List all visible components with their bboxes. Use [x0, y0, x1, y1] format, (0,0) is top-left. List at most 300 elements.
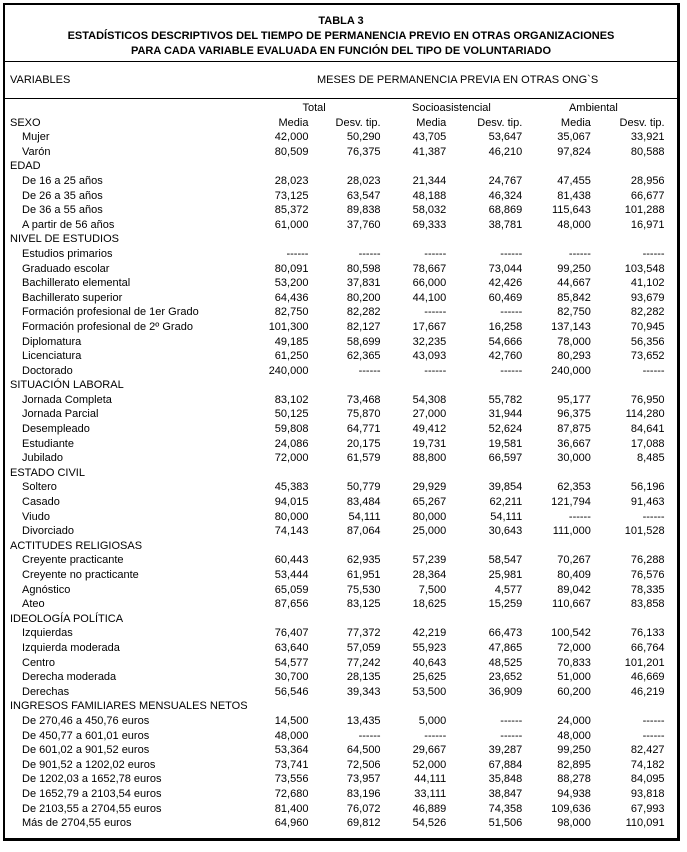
cell-value: 89,838	[346, 204, 381, 217]
cell-value: 69,812	[346, 817, 381, 830]
cell-value: 98,000	[557, 817, 591, 830]
cell-value: ------	[568, 510, 591, 523]
cell-value: 50,290	[346, 131, 381, 144]
cell-value: 99,250	[557, 262, 591, 275]
cell-value: 53,647	[488, 131, 523, 144]
cell-value: ------	[642, 364, 665, 377]
cell-value: 62,935	[346, 554, 381, 567]
row-label: A partir de 56 años	[22, 218, 115, 231]
cell-value: 76,133	[630, 627, 665, 640]
cell-value: 39,287	[488, 744, 523, 757]
table-row	[5, 787, 677, 802]
cell-value: 80,598	[346, 262, 381, 275]
cell-value: 53,200	[274, 277, 309, 290]
cell-value: 40,643	[412, 656, 447, 669]
cell-value: 54,666	[488, 335, 523, 348]
cell-value: 88,278	[557, 773, 591, 786]
table-row	[5, 772, 677, 787]
cell-value: 18,625	[412, 598, 447, 611]
cell-value: ------	[424, 306, 447, 319]
row-label: De 450,77 a 601,01 euros	[22, 729, 150, 742]
measure-label: MESES DE PERMANENCIA PREVIA EN OTRAS ONG`S	[317, 74, 599, 86]
cell-value: 68,869	[488, 204, 523, 217]
table-row	[5, 276, 677, 291]
cell-value: 83,858	[630, 598, 665, 611]
table-row	[5, 189, 677, 204]
table-row	[5, 743, 677, 758]
table-row	[5, 597, 677, 612]
section-name: IDEOLOGÍA POLÍTICA	[10, 612, 124, 625]
cell-value: 72,000	[274, 452, 309, 465]
cell-value: 58,032	[412, 204, 447, 217]
section-row	[5, 612, 677, 627]
table-row	[5, 685, 677, 700]
cell-value: 80,000	[274, 510, 309, 523]
cell-value: 48,000	[557, 218, 591, 231]
cell-value: 83,102	[274, 393, 309, 406]
cell-value: 49,185	[274, 335, 309, 348]
cell-value: 61,000	[274, 218, 309, 231]
cell-value: 47,455	[557, 174, 591, 187]
cell-value: 64,436	[274, 291, 309, 304]
row-label: Formación profesional de 1er Grado	[22, 306, 199, 319]
cell-value: 38,847	[488, 787, 523, 800]
row-label: Graduado escolar	[22, 262, 110, 275]
cell-value: 95,177	[557, 393, 591, 406]
row-label: Ateo	[22, 598, 45, 611]
section-name: ESTADO CIVIL	[10, 466, 85, 479]
cell-value: 31,944	[488, 408, 523, 421]
cell-value: 48,188	[412, 189, 447, 202]
table-row	[5, 714, 677, 729]
cell-value: ------	[358, 364, 381, 377]
cell-value: 38,781	[488, 218, 523, 231]
row-label: Derechas	[22, 685, 70, 698]
table-row	[5, 656, 677, 671]
cell-value: 46,889	[412, 802, 447, 815]
cell-value: 74,182	[630, 758, 665, 771]
cell-value: 76,950	[630, 393, 665, 406]
cell-value: 76,072	[346, 802, 381, 815]
cell-value: 24,000	[557, 714, 591, 727]
table-title	[5, 5, 677, 61]
cell-value: 48,000	[557, 729, 591, 742]
cell-value: 51,506	[488, 817, 523, 830]
row-label: Diplomatura	[22, 335, 82, 348]
statistics-table	[5, 99, 677, 831]
cell-value: 64,500	[346, 744, 381, 757]
cell-value: 114,280	[625, 408, 665, 421]
table-row	[5, 174, 677, 189]
cell-value: 80,091	[274, 262, 309, 275]
cell-value: 46,324	[488, 189, 523, 202]
cell-value: 240,000	[268, 364, 309, 377]
row-label: Bachillerato elemental	[22, 277, 131, 290]
table-row	[5, 262, 677, 277]
table-row	[5, 305, 677, 320]
row-label: De 270,46 a 450,76 euros	[22, 714, 150, 727]
section-name: NIVEL DE ESTUDIOS	[10, 233, 120, 246]
cell-value: ------	[642, 729, 665, 742]
cell-value: 25,981	[488, 569, 523, 581]
cell-value: 33,921	[630, 131, 665, 144]
section-row	[5, 466, 677, 481]
cell-value: 50,779	[346, 481, 381, 494]
table-number: TABLA 3	[318, 15, 364, 27]
cell-value: 103,548	[624, 262, 665, 275]
cell-value: 97,824	[557, 145, 591, 158]
row-label: Divorciado	[22, 525, 74, 538]
cell-value: 73,957	[346, 773, 381, 786]
cell-value: 28,956	[630, 174, 665, 187]
cell-value: 62,365	[346, 350, 381, 363]
cell-value: 63,547	[346, 189, 381, 202]
cell-value: 48,525	[488, 656, 523, 669]
cell-value: 23,652	[488, 671, 523, 684]
stat-label: Media	[416, 116, 447, 129]
cell-value: 36,909	[488, 685, 523, 698]
section-row	[5, 378, 677, 393]
cell-value: 88,800	[412, 452, 447, 465]
cell-value: 84,095	[630, 773, 665, 786]
table-row	[5, 583, 677, 598]
group-total: Total	[302, 102, 326, 114]
cell-value: 76,288	[630, 554, 665, 567]
cell-value: 61,951	[346, 569, 381, 581]
cell-value: 27,000	[412, 408, 447, 421]
cell-value: ------	[642, 247, 665, 260]
table-row	[5, 320, 677, 335]
group-ambiental: Ambiental	[568, 102, 618, 114]
row-label: Creyente no practicante	[22, 569, 139, 581]
cell-value: 67,993	[630, 802, 665, 815]
table-row	[5, 335, 677, 350]
cell-value: 75,870	[346, 408, 381, 421]
cell-value: 83,125	[346, 598, 381, 611]
table-row	[5, 802, 677, 817]
cell-value: 52,000	[412, 758, 447, 771]
table-row	[5, 758, 677, 773]
cell-value: 57,239	[412, 554, 447, 567]
cell-value: 57,059	[346, 641, 381, 654]
cell-value: 53,500	[412, 685, 447, 698]
cell-value: 101,300	[268, 320, 309, 333]
cell-value: 24,767	[488, 174, 523, 187]
cell-value: 110,091	[625, 817, 665, 830]
cell-value: 29,667	[412, 744, 447, 757]
row-label: De 901,52 a 1202,02 euros	[22, 758, 156, 771]
cell-value: 82,282	[346, 306, 381, 319]
row-label: De 1652,79 a 2103,54 euros	[22, 787, 162, 800]
cell-value: 45,383	[274, 481, 309, 494]
cell-value: 30,700	[274, 671, 309, 684]
table-row	[5, 524, 677, 539]
row-label: De 36 a 55 años	[22, 204, 103, 217]
cell-value: ------	[424, 729, 447, 742]
cell-value: 39,343	[346, 685, 381, 698]
cell-value: 81,400	[274, 802, 309, 815]
cell-value: 74,358	[488, 802, 523, 815]
table-row	[5, 510, 677, 525]
table-row	[5, 422, 677, 437]
table-row	[5, 247, 677, 262]
row-label: Derecha moderada	[22, 671, 117, 684]
cell-value: 80,293	[557, 350, 591, 363]
table-row	[5, 495, 677, 510]
row-label: Estudiante	[22, 437, 74, 450]
cell-value: 81,438	[557, 189, 591, 202]
cell-value: 77,242	[346, 656, 381, 669]
table-title-line-1: ESTADÍSTICOS DESCRIPTIVOS DEL TIEMPO DE PERMANENCIA PREVIO EN OTRAS ORGANIZACIONES	[67, 30, 615, 42]
cell-value: 82,750	[274, 306, 309, 319]
cell-value: 39,854	[488, 481, 523, 494]
cell-value: 83,196	[346, 787, 381, 800]
cell-value: 58,547	[488, 554, 523, 567]
cell-value: 61,250	[274, 350, 309, 363]
cell-value: 60,443	[274, 554, 309, 567]
cell-value: 80,588	[630, 145, 665, 158]
cell-value: ------	[642, 714, 665, 727]
cell-value: 82,127	[346, 320, 381, 333]
cell-value: 109,636	[551, 802, 591, 815]
cell-value: ------	[358, 247, 381, 260]
cell-value: 62,353	[557, 481, 591, 494]
cell-value: 28,135	[346, 671, 381, 684]
cell-value: 84,641	[630, 423, 665, 436]
cell-value: 80,000	[412, 510, 447, 523]
table-row	[5, 626, 677, 641]
cell-value: 46,210	[488, 145, 523, 158]
table-row	[5, 218, 677, 233]
group-socioasistencial: Socioasistencial	[411, 102, 491, 114]
cell-value: 101,201	[624, 656, 665, 669]
cell-value: 66,677	[630, 189, 665, 202]
row-label: Desempleado	[22, 423, 90, 436]
row-label: Doctorado	[22, 364, 73, 377]
table-frame	[3, 3, 680, 841]
cell-value: 96,375	[557, 408, 591, 421]
cell-value: 89,042	[557, 583, 591, 596]
cell-value: 70,833	[557, 656, 591, 669]
cell-value: 115,643	[551, 204, 591, 217]
section-name: SEXO	[10, 116, 41, 129]
cell-value: 63,640	[274, 641, 309, 654]
cell-value: 14,500	[274, 714, 309, 727]
cell-value: 30,643	[488, 525, 523, 538]
cell-value: 17,088	[630, 437, 665, 450]
cell-value: 8,485	[637, 452, 665, 465]
table-row	[5, 407, 677, 422]
cell-value: 48,000	[274, 729, 309, 742]
row-label: Casado	[22, 496, 60, 509]
table-row	[5, 729, 677, 744]
cell-value: ------	[358, 729, 381, 742]
cell-value: 69,333	[412, 218, 447, 231]
table-row	[5, 364, 677, 379]
cell-value: 43,093	[412, 350, 447, 363]
cell-value: ------	[424, 247, 447, 260]
cell-value: 54,526	[412, 817, 447, 830]
row-label: De 2103,55 a 2704,55 euros	[22, 802, 162, 815]
cell-value: 32,235	[412, 335, 447, 348]
cell-value: 41,387	[412, 145, 447, 158]
cell-value: 37,831	[346, 277, 381, 290]
cell-value: 80,200	[346, 291, 381, 304]
cell-value: 43,705	[412, 131, 447, 144]
cell-value: 110,667	[551, 598, 591, 611]
cell-value: 137,143	[551, 320, 591, 333]
cell-value: 42,000	[274, 131, 309, 144]
cell-value: ------	[500, 306, 523, 319]
cell-value: 4,577	[494, 583, 523, 596]
cell-value: 85,842	[557, 291, 591, 304]
cell-value: 50,125	[274, 408, 309, 421]
cell-value: 58,699	[346, 335, 381, 348]
cell-value: 73,468	[346, 393, 381, 406]
cell-value: 76,375	[346, 145, 381, 158]
cell-value: 24,086	[274, 437, 309, 450]
row-label: Viudo	[22, 510, 50, 523]
cell-value: 5,000	[418, 714, 447, 727]
table-row	[5, 641, 677, 656]
cell-value: ------	[424, 364, 447, 377]
cell-value: 65,059	[274, 583, 309, 596]
cell-value: 87,064	[346, 525, 381, 538]
stat-label: Media	[278, 116, 309, 129]
section-row	[5, 116, 677, 131]
cell-value: 36,667	[557, 437, 591, 450]
cell-value: 82,750	[557, 306, 591, 319]
cell-value: 54,308	[412, 393, 447, 406]
table-row	[5, 393, 677, 408]
cell-value: 72,000	[557, 641, 591, 654]
stat-label: Desv. tip.	[477, 116, 523, 129]
row-label: Creyente practicante	[22, 554, 124, 567]
cell-value: 59,808	[274, 423, 309, 436]
row-label: De 601,02 a 901,52 euros	[22, 744, 150, 757]
cell-value: ------	[500, 714, 523, 727]
cell-value: 60,469	[488, 291, 523, 304]
cell-value: 94,015	[274, 496, 309, 509]
cell-value: 99,250	[557, 744, 591, 757]
stat-label: Media	[560, 116, 591, 129]
cell-value: 78,000	[557, 335, 591, 348]
cell-value: 30,000	[557, 452, 591, 465]
row-label: Centro	[22, 656, 56, 669]
section-name: SITUACIÓN LABORAL	[10, 379, 124, 392]
cell-value: 21,344	[412, 174, 447, 187]
cell-value: 29,929	[412, 481, 447, 494]
group-header-row	[5, 99, 677, 116]
row-label: Varón	[22, 145, 51, 158]
cell-value: 33,111	[414, 787, 447, 800]
cell-value: 44,667	[557, 277, 591, 290]
cell-value: 28,364	[412, 569, 447, 581]
cell-value: 94,938	[557, 787, 591, 800]
cell-value: 55,782	[488, 393, 523, 406]
cell-value: 87,875	[557, 423, 591, 436]
cell-value: 101,528	[624, 525, 665, 538]
cell-value: 80,409	[557, 569, 591, 581]
cell-value: 82,895	[557, 758, 591, 771]
cell-value: 46,669	[630, 671, 665, 684]
variables-label: VARIABLES	[10, 74, 71, 86]
cell-value: 72,506	[346, 758, 381, 771]
cell-value: 87,656	[274, 598, 309, 611]
cell-value: 25,625	[412, 671, 447, 684]
cell-value: 240,000	[551, 364, 591, 377]
cell-value: 66,473	[488, 627, 523, 640]
section-row	[5, 539, 677, 554]
cell-value: 16,258	[488, 320, 523, 333]
row-label: Jornada Parcial	[22, 408, 99, 421]
stat-label: Desv. tip.	[619, 116, 665, 129]
cell-value: 35,848	[488, 773, 523, 786]
row-label: Agnóstico	[22, 583, 71, 596]
table-title-line-2: PARA CADA VARIABLE EVALUADA EN FUNCIÓN DEL TIPO DE VOLUNTARIADO	[130, 45, 552, 57]
cell-value: 75,530	[346, 583, 381, 596]
cell-value: 111,000	[552, 525, 591, 538]
cell-value: 64,771	[346, 423, 381, 436]
cell-value: 93,679	[630, 291, 665, 304]
cell-value: 7,500	[418, 583, 447, 596]
cell-value: 64,960	[274, 817, 309, 830]
row-label: Mujer	[22, 131, 50, 144]
cell-value: 19,731	[412, 437, 447, 450]
cell-value: 53,364	[274, 744, 309, 757]
cell-value: 78,335	[630, 583, 665, 596]
cell-value: ------	[500, 729, 523, 742]
cell-value: 41,102	[630, 277, 665, 290]
cell-value: 35,067	[557, 131, 591, 144]
cell-value: 72,680	[274, 787, 309, 800]
row-label: Izquierda moderada	[22, 641, 120, 654]
table-row	[5, 130, 677, 145]
cell-value: 76,576	[630, 569, 665, 581]
cell-value: 83,484	[346, 496, 381, 509]
cell-value: 85,372	[274, 204, 309, 217]
row-label: De 16 a 25 años	[22, 174, 103, 187]
cell-value: 17,667	[412, 320, 447, 333]
row-label: De 26 a 35 años	[22, 189, 103, 202]
cell-value: 73,741	[274, 758, 309, 771]
cell-value: 67,884	[488, 758, 523, 771]
table-row	[5, 451, 677, 466]
cell-value: 49,412	[412, 423, 447, 436]
cell-value: 73,652	[630, 350, 665, 363]
cell-value: 80,509	[274, 145, 309, 158]
table-row	[5, 568, 677, 583]
cell-value: 37,760	[346, 218, 381, 231]
cell-value: 60,200	[557, 685, 591, 698]
cell-value: ------	[500, 364, 523, 377]
variables-header-row	[5, 62, 677, 98]
table-row	[5, 816, 677, 831]
section-name: ACTITUDES RELIGIOSAS	[10, 539, 143, 552]
cell-value: ------	[568, 247, 591, 260]
cell-value: 15,259	[488, 598, 523, 611]
cell-value: 28,023	[346, 174, 381, 187]
cell-value: 66,000	[412, 277, 447, 290]
row-label: Licenciatura	[22, 350, 82, 363]
cell-value: 65,267	[412, 496, 447, 509]
cell-value: 55,923	[412, 641, 447, 654]
cell-value: 16,971	[630, 218, 665, 231]
cell-value: 121,794	[551, 496, 591, 509]
cell-value: 73,556	[274, 773, 309, 786]
cell-value: 56,546	[274, 685, 309, 698]
section-row	[5, 232, 677, 247]
